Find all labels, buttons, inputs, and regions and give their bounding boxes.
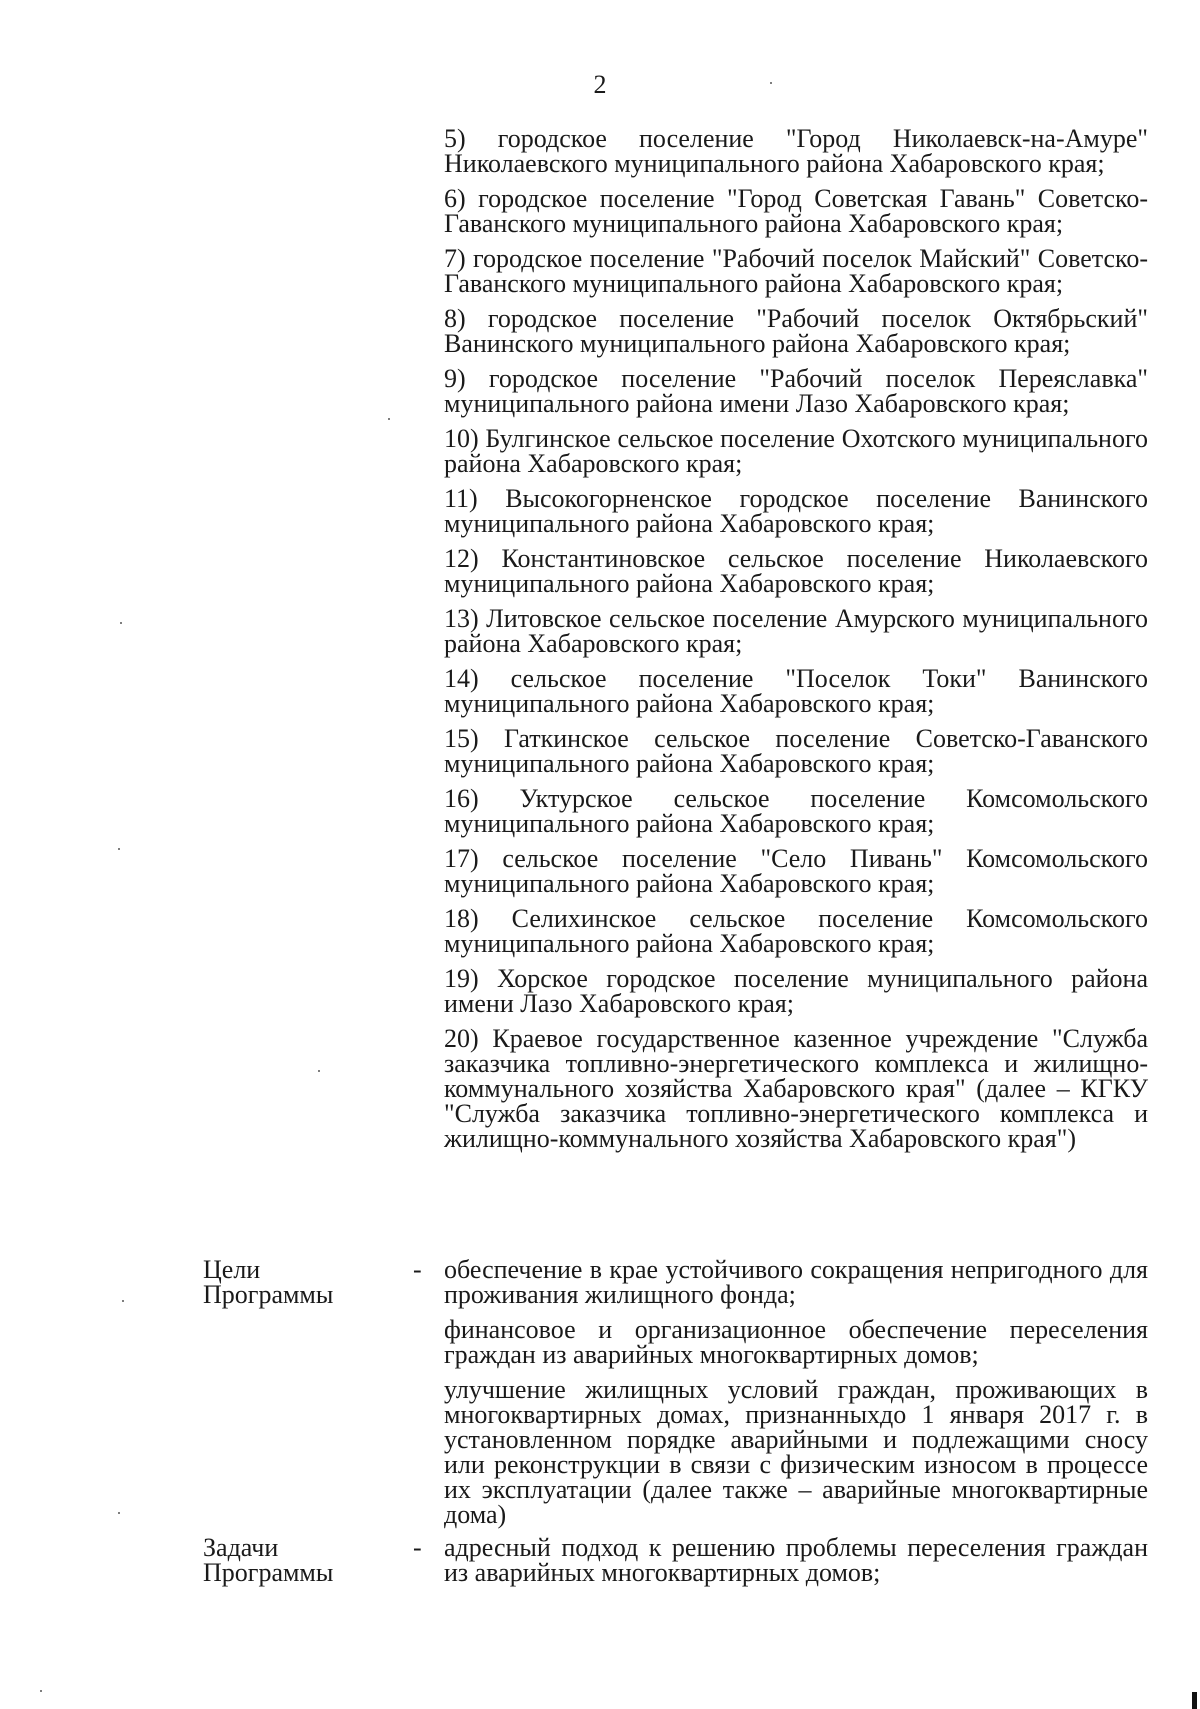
scan-speck — [122, 1300, 124, 1302]
list-item: 12) Константиновское сельское поселение Николаевского муниципального района Хабаровского края; — [444, 544, 1148, 598]
scan-speck — [118, 848, 120, 850]
settlements-list — [444, 126, 1148, 1161]
list-item: 5) городское поселение "Город Николаевск-на-Амуре" Николаевского муниципального района Хабаровского края; — [444, 124, 1148, 178]
list-item: 17) сельское поселение "Село Пивань" Комсомольского муниципального района Хабаровского края; — [444, 844, 1148, 898]
list-item: 14) сельское поселение "Поселок Токи" Ванинского муниципального района Хабаровского края; — [444, 664, 1148, 718]
list-item: 8) городское поселение "Рабочий поселок Октябрьский" Ванинского муниципального района Хабаровского края; — [444, 304, 1148, 358]
tasks-body — [444, 1535, 1148, 1595]
list-item: 18) Селихинское сельское поселение Комсомольского муниципального района Хабаровского края; — [444, 904, 1148, 958]
list-item: 6) городское поселение "Город Советская Гавань" Советско-Гаванского муниципального района Хабаровского края; — [444, 184, 1148, 238]
scan-edge-mark — [1192, 1692, 1197, 1709]
tasks-dash: - — [413, 1533, 422, 1562]
scan-speck — [120, 622, 122, 624]
scan-speck — [318, 1070, 320, 1072]
list-item: 16) Уктурское сельское поселение Комсомольского муниципального района Хабаровского края; — [444, 784, 1148, 838]
tasks-label-line2: Программы — [203, 1558, 334, 1587]
list-item: 10) Булгинское сельское поселение Охотского муниципального района Хабаровского края; — [444, 424, 1148, 478]
goals-body — [444, 1257, 1148, 1537]
goal-item: обеспечение в крае устойчивого сокращения непригодного для проживания жилищного фонда; — [444, 1255, 1148, 1309]
goals-label-line2: Программы — [203, 1280, 334, 1309]
list-item: 20) Краевое государственное казенное учреждение "Служба заказчика топливно-энергетического комплекса и жилищно-коммунального хозяйства Хабаровского края" (далее – КГКУ "Служба заказчика топливно-энергетического комплекса и жилищно-коммунального хозяйства Хабаровского края") — [444, 1024, 1148, 1153]
page-number: 2 — [593, 70, 607, 99]
list-item: 13) Литовское сельское поселение Амурского муниципального района Хабаровского края; — [444, 604, 1148, 658]
goal-item: улучшение жилищных условий граждан, проживающих в многоквартирных домах, признанныхдо 1 января 2017 г. в установленном порядке аварийными и подлежащими сносу или реконструкции в связи с физическим износом в процессе их эксплуатации (далее также – аварийные многоквартирные дома) — [444, 1375, 1148, 1529]
list-item: 7) городское поселение "Рабочий поселок Майский" Советско-Гаванского муниципального района Хабаровского края; — [444, 244, 1148, 298]
scan-speck — [388, 418, 390, 420]
task-item: адресный подход к решению проблемы переселения граждан из аварийных многоквартирных домов; — [444, 1533, 1148, 1587]
tasks-label-line1: Задачи — [203, 1533, 279, 1562]
list-item: 11) Высокогорненское городское поселение Ванинского муниципального района Хабаровского края; — [444, 484, 1148, 538]
scan-speck — [770, 82, 772, 84]
goals-dash: - — [413, 1255, 422, 1284]
list-item: 9) городское поселение "Рабочий поселок Переяславка" муниципального района имени Лазо Хабаровского края; — [444, 364, 1148, 418]
goals-label — [203, 1257, 403, 1307]
list-item: 15) Гаткинское сельское поселение Советско-Гаванского муниципального района Хабаровского края; — [444, 724, 1148, 778]
goals-label-line1: Цели — [203, 1255, 261, 1284]
scan-speck — [40, 1690, 42, 1692]
tasks-label — [203, 1535, 403, 1585]
list-item: 19) Хорское городское поселение муниципального района имени Лазо Хабаровского края; — [444, 964, 1148, 1018]
scan-speck — [118, 1512, 120, 1514]
goal-item: финансовое и организационное обеспечение переселения граждан из аварийных многоквартирных домов; — [444, 1315, 1148, 1369]
